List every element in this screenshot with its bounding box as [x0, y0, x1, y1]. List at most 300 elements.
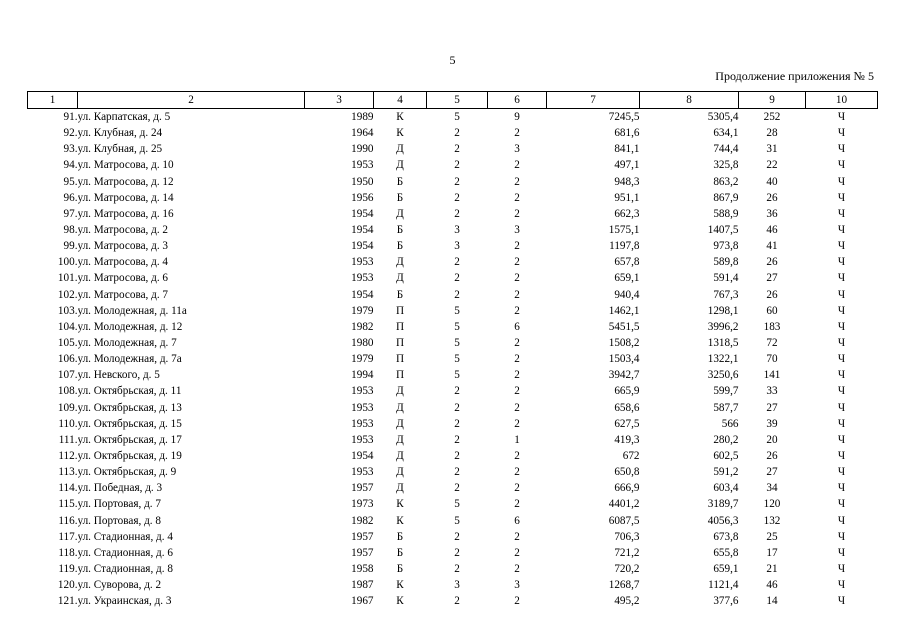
living-area-cell: 1407,5: [707, 224, 739, 237]
table-row: [28, 383, 878, 399]
year-built-cell: 1994: [351, 369, 374, 382]
year-built-cell: 1989: [351, 111, 374, 124]
wall-material-cell: Д: [396, 159, 404, 172]
column-header-1: 1: [28, 92, 78, 109]
total-area-cell: 658,6: [614, 401, 640, 414]
year-built-cell: 1958: [351, 563, 374, 575]
address-cell: ул. Матросова, д. 6: [77, 272, 169, 285]
floors-cell: 2: [454, 288, 460, 301]
ownership-cell: Ч: [837, 417, 846, 430]
total-area-cell: 1508,2: [608, 337, 640, 350]
table-row: [28, 125, 878, 141]
column-header-2: 2: [78, 92, 305, 109]
total-area-cell: 3942,7: [608, 369, 640, 382]
ownership-cell: Ч: [837, 240, 846, 253]
living-area-cell: 599,7: [713, 385, 739, 398]
living-area-cell: 634,1: [713, 127, 739, 140]
ownership-cell: Ч: [837, 385, 846, 398]
year-built-cell: 1954: [351, 207, 374, 220]
row-number-cell: 106.: [57, 353, 78, 366]
sections-cell: 2: [514, 546, 520, 559]
year-built-cell: 1954: [351, 240, 374, 253]
column-header-10: 10: [806, 92, 878, 109]
sections-cell: 3: [514, 224, 520, 237]
table-row: [28, 480, 878, 496]
address-cell: ул. Молодежная, д. 12: [77, 320, 183, 333]
ownership-cell: Ч: [837, 159, 846, 172]
residents-cell: 46: [766, 224, 778, 237]
page-number: 5: [449, 53, 456, 67]
floors-cell: 2: [454, 191, 460, 204]
sections-cell: 2: [514, 175, 520, 188]
wall-material-cell: Б: [396, 530, 404, 543]
year-built-cell: 1956: [351, 191, 374, 204]
address-cell: ул. Октябрьская, д. 15: [77, 417, 182, 430]
address-cell: ул. Молодежная, д. 7: [77, 337, 177, 350]
total-area-cell: 5451,5: [608, 320, 640, 333]
address-cell: ул. Невского, д. 5: [77, 369, 160, 382]
table-row: [28, 157, 878, 173]
residents-cell: 46: [766, 579, 778, 592]
living-area-cell: 767,3: [713, 288, 739, 301]
floors-cell: 2: [454, 595, 460, 608]
wall-material-cell: Д: [396, 256, 404, 269]
row-number-cell: 109.: [57, 401, 78, 414]
table-row: [28, 448, 878, 464]
floors-cell: 2: [454, 175, 460, 188]
total-area-cell: 721,2: [614, 546, 640, 559]
table-row: [28, 464, 878, 480]
table-row: [28, 367, 878, 383]
table-row: [28, 190, 878, 206]
floors-cell: 2: [454, 272, 460, 285]
table-row: [28, 222, 878, 238]
floors-cell: 5: [454, 337, 460, 350]
wall-material-cell: Д: [396, 450, 404, 463]
row-number-cell: 93.: [63, 143, 78, 156]
living-area-cell: 591,4: [713, 272, 739, 285]
year-built-cell: 1953: [351, 272, 374, 285]
total-area-cell: 627,5: [614, 417, 640, 430]
row-number-cell: 113.: [58, 466, 78, 479]
ownership-cell: Ч: [837, 224, 846, 237]
sections-cell: 2: [514, 127, 520, 140]
ownership-cell: Ч: [837, 482, 846, 495]
sections-cell: 3: [514, 143, 520, 156]
address-cell: ул. Молодежная, д. 11а: [77, 304, 187, 317]
year-built-cell: 1950: [351, 175, 374, 188]
total-area-cell: 1268,7: [608, 579, 640, 592]
year-built-cell: 1953: [351, 466, 374, 479]
residents-cell: 27: [766, 272, 778, 285]
sections-cell: 2: [514, 240, 520, 253]
wall-material-cell: Д: [396, 482, 404, 495]
floors-cell: 2: [454, 433, 460, 446]
column-header-4: 4: [374, 92, 427, 109]
residents-cell: 36: [766, 207, 778, 220]
address-cell: ул. Стадионная, д. 6: [77, 546, 173, 559]
wall-material-cell: Б: [396, 288, 404, 301]
table-row: [28, 238, 878, 254]
address-cell: ул. Украинская, д. 3: [77, 595, 172, 608]
living-area-cell: 1318,5: [707, 337, 739, 350]
living-area-cell: 587,7: [713, 401, 739, 414]
row-number-cell: 116.: [58, 514, 78, 527]
address-cell: ул. Матросова, д. 16: [77, 207, 174, 220]
year-built-cell: 1953: [351, 256, 374, 269]
ownership-cell: Ч: [837, 288, 846, 301]
column-number-row: [28, 92, 878, 109]
year-built-cell: 1980: [351, 337, 374, 350]
living-area-cell: 591,2: [713, 466, 739, 479]
residents-cell: 132: [763, 514, 781, 527]
table-row: [28, 270, 878, 286]
floors-cell: 2: [454, 143, 460, 156]
residents-cell: 25: [766, 530, 778, 543]
total-area-cell: 706,3: [614, 530, 640, 543]
year-built-cell: 1957: [351, 530, 374, 543]
table-row: [28, 206, 878, 222]
row-number-cell: 111.: [58, 433, 78, 446]
address-cell: ул. Октябрьская, д. 9: [77, 466, 177, 479]
total-area-cell: 841,1: [614, 143, 640, 156]
living-area-cell: 863,2: [713, 175, 739, 188]
ownership-cell: Ч: [837, 466, 846, 479]
housing-table: [27, 91, 878, 609]
table-body: [28, 109, 878, 610]
floors-cell: 5: [454, 353, 460, 366]
column-header-9: 9: [739, 92, 806, 109]
ownership-cell: Ч: [837, 304, 846, 317]
column-header-6: 6: [488, 92, 547, 109]
total-area-cell: 665,9: [614, 385, 640, 398]
wall-material-cell: К: [396, 127, 404, 140]
row-number-cell: 91.: [63, 111, 78, 124]
year-built-cell: 1954: [351, 450, 374, 463]
total-area-cell: 495,2: [614, 595, 640, 608]
row-number-cell: 101.: [57, 272, 78, 285]
ownership-cell: Ч: [837, 546, 846, 559]
year-built-cell: 1973: [351, 498, 374, 511]
total-area-cell: 662,3: [614, 207, 640, 220]
total-area-cell: 657,8: [614, 256, 640, 269]
residents-cell: 252: [763, 111, 781, 124]
ownership-cell: Ч: [837, 320, 846, 333]
sections-cell: 2: [514, 337, 520, 350]
sections-cell: 2: [514, 401, 520, 414]
residents-cell: 27: [766, 466, 778, 479]
living-area-cell: 867,9: [713, 191, 739, 204]
floors-cell: 2: [454, 401, 460, 414]
wall-material-cell: П: [395, 337, 405, 350]
sections-cell: 2: [514, 191, 520, 204]
row-number-cell: 112.: [58, 450, 78, 463]
floors-cell: 2: [454, 127, 460, 140]
living-area-cell: 1322,1: [707, 353, 739, 366]
living-area-cell: 5305,4: [707, 111, 739, 124]
year-built-cell: 1987: [351, 579, 374, 592]
year-built-cell: 1957: [351, 546, 374, 559]
ownership-cell: Ч: [837, 111, 846, 124]
row-number-cell: 110.: [58, 417, 78, 430]
residents-cell: 20: [766, 433, 778, 446]
residents-cell: 27: [766, 401, 778, 414]
wall-material-cell: Д: [396, 143, 404, 156]
floors-cell: 2: [454, 563, 460, 575]
sections-cell: 2: [514, 369, 520, 382]
address-cell: ул. Суворова, д. 2: [77, 579, 162, 592]
floors-cell: 5: [454, 369, 460, 382]
living-area-cell: 602,5: [713, 450, 739, 463]
living-area-cell: 280,2: [713, 433, 739, 446]
sections-cell: 2: [514, 530, 520, 543]
address-cell: ул. Портовая, д. 8: [77, 514, 161, 527]
year-built-cell: 1954: [351, 224, 374, 237]
ownership-cell: Ч: [837, 579, 846, 592]
wall-material-cell: Б: [396, 191, 404, 204]
residents-cell: 70: [766, 353, 778, 366]
year-built-cell: 1990: [351, 143, 374, 156]
living-area-cell: 325,8: [713, 159, 739, 172]
table-row: [28, 287, 878, 303]
address-cell: ул. Победная, д. 3: [77, 482, 163, 495]
sections-cell: 1: [514, 433, 520, 446]
table-row: [28, 545, 878, 561]
ownership-cell: Ч: [837, 353, 846, 366]
ownership-cell: Ч: [837, 256, 846, 269]
wall-material-cell: Д: [396, 401, 404, 414]
ownership-cell: Ч: [837, 369, 846, 382]
address-cell: ул. Октябрьская, д. 11: [77, 385, 182, 398]
address-cell: ул. Октябрьская, д. 19: [77, 450, 182, 463]
row-number-cell: 92.: [63, 127, 78, 140]
wall-material-cell: Б: [396, 224, 404, 237]
year-built-cell: 1954: [351, 288, 374, 301]
year-built-cell: 1957: [351, 482, 374, 495]
floors-cell: 2: [454, 530, 460, 543]
residents-cell: 26: [766, 450, 778, 463]
living-area-cell: 655,8: [713, 546, 739, 559]
floors-cell: 2: [454, 159, 460, 172]
table-row: [28, 400, 878, 416]
total-area-cell: 720,2: [614, 563, 640, 575]
wall-material-cell: Д: [396, 207, 404, 220]
wall-material-cell: Б: [396, 563, 404, 575]
table-row: [28, 254, 878, 270]
column-header-5: 5: [427, 92, 488, 109]
column-header-7: 7: [547, 92, 640, 109]
ownership-cell: Ч: [837, 191, 846, 204]
table-row: [28, 577, 878, 593]
residents-cell: 183: [763, 320, 781, 333]
table-row: [28, 496, 878, 512]
living-area-cell: 589,8: [713, 256, 739, 269]
row-number-cell: 118.: [58, 546, 78, 559]
row-number-cell: 108.: [57, 385, 78, 398]
floors-cell: 2: [454, 385, 460, 398]
row-number-cell: 103.: [57, 304, 78, 317]
address-cell: ул. Карпатская, д. 5: [77, 111, 171, 124]
total-area-cell: 940,4: [614, 288, 640, 301]
total-area-cell: 948,3: [614, 175, 640, 188]
row-number-cell: 97.: [63, 207, 78, 220]
ownership-cell: Ч: [837, 143, 846, 156]
ownership-cell: Ч: [837, 450, 846, 463]
table-row: [28, 593, 878, 609]
row-number-cell: 107.: [57, 369, 78, 382]
row-number-cell: 102.: [57, 288, 78, 301]
sections-cell: 2: [514, 482, 520, 495]
address-cell: ул. Стадионная, д. 4: [77, 530, 173, 543]
living-area-cell: 1121,4: [708, 579, 739, 592]
sections-cell: 2: [514, 272, 520, 285]
wall-material-cell: П: [395, 304, 405, 317]
row-number-cell: 100.: [57, 256, 78, 269]
wall-material-cell: К: [396, 514, 404, 527]
sections-cell: 2: [514, 207, 520, 220]
address-cell: ул. Молодежная, д. 7а: [77, 353, 182, 366]
total-area-cell: 672: [622, 450, 640, 463]
sections-cell: 6: [514, 514, 520, 527]
ownership-cell: Ч: [837, 563, 846, 575]
ownership-cell: Ч: [837, 207, 846, 220]
wall-material-cell: Д: [396, 385, 404, 398]
ownership-cell: Ч: [837, 175, 846, 188]
total-area-cell: 497,1: [614, 159, 640, 172]
floors-cell: 2: [454, 256, 460, 269]
sections-cell: 6: [514, 320, 520, 333]
wall-material-cell: Д: [396, 433, 404, 446]
wall-material-cell: П: [395, 369, 405, 382]
row-number-cell: 117.: [58, 530, 78, 543]
living-area-cell: 588,9: [713, 207, 739, 220]
wall-material-cell: Д: [396, 272, 404, 285]
ownership-cell: Ч: [837, 401, 846, 414]
year-built-cell: 1953: [351, 433, 374, 446]
sections-cell: 2: [514, 385, 520, 398]
living-area-cell: 673,8: [713, 530, 739, 543]
sections-cell: 2: [514, 563, 520, 575]
total-area-cell: 1503,4: [608, 353, 640, 366]
residents-cell: 34: [766, 482, 778, 495]
table-row: [28, 416, 878, 432]
year-built-cell: 1979: [351, 304, 374, 317]
floors-cell: 5: [454, 498, 460, 511]
row-number-cell: 121.: [57, 595, 78, 608]
sections-cell: 9: [514, 111, 520, 124]
residents-cell: 17: [766, 546, 778, 559]
address-cell: ул. Стадионная, д. 8: [77, 563, 173, 575]
living-area-cell: 4056,3: [707, 514, 739, 527]
floors-cell: 5: [454, 514, 460, 527]
sections-cell: 2: [514, 353, 520, 366]
floors-cell: 5: [454, 304, 460, 317]
table-row: [28, 141, 878, 157]
residents-cell: 26: [766, 191, 778, 204]
total-area-cell: 1197,8: [609, 240, 640, 253]
wall-material-cell: П: [395, 320, 405, 333]
wall-material-cell: Б: [396, 546, 404, 559]
living-area-cell: 3250,6: [707, 369, 739, 382]
address-cell: ул. Октябрьская, д. 17: [77, 433, 182, 446]
year-built-cell: 1979: [351, 353, 374, 366]
row-number-cell: 115.: [58, 498, 78, 511]
row-number-cell: 98.: [63, 224, 78, 237]
ownership-cell: Ч: [837, 337, 846, 350]
row-number-cell: 119.: [58, 563, 78, 575]
address-cell: ул. Матросова, д. 14: [77, 191, 174, 204]
address-cell: ул. Клубная, д. 25: [77, 143, 163, 156]
address-cell: ул. Портовая, д. 7: [77, 498, 161, 511]
address-cell: ул. Матросова, д. 4: [77, 256, 169, 269]
living-area-cell: 3189,7: [707, 498, 739, 511]
floors-cell: 3: [454, 240, 460, 253]
row-number-cell: 114.: [58, 482, 78, 495]
address-cell: ул. Матросова, д. 3: [77, 240, 169, 253]
floors-cell: 5: [454, 111, 460, 124]
residents-cell: 33: [766, 385, 778, 398]
table-row: [28, 561, 878, 577]
row-number-cell: 95.: [63, 175, 78, 188]
row-number-cell: 105.: [57, 337, 78, 350]
ownership-cell: Ч: [837, 530, 846, 543]
sections-cell: 2: [514, 595, 520, 608]
living-area-cell: 744,4: [713, 143, 739, 156]
residents-cell: 41: [766, 240, 778, 253]
total-area-cell: 650,8: [614, 466, 640, 479]
wall-material-cell: К: [396, 498, 404, 511]
column-header-3: 3: [305, 92, 374, 109]
total-area-cell: 681,6: [614, 127, 640, 140]
residents-cell: 22: [766, 159, 778, 172]
year-built-cell: 1953: [351, 159, 374, 172]
floors-cell: 2: [454, 417, 460, 430]
row-number-cell: 104.: [57, 320, 78, 333]
residents-cell: 21: [766, 563, 778, 575]
wall-material-cell: П: [395, 353, 405, 366]
table-row: [28, 319, 878, 335]
address-cell: ул. Матросова, д. 10: [77, 159, 174, 172]
living-area-cell: 659,1: [713, 563, 739, 575]
wall-material-cell: Б: [396, 240, 404, 253]
table-row: [28, 335, 878, 351]
address-cell: ул. Октябрьская, д. 13: [77, 401, 182, 414]
table-row: [28, 174, 878, 190]
wall-material-cell: Д: [396, 466, 404, 479]
total-area-cell: 4401,2: [608, 498, 640, 511]
year-built-cell: 1953: [351, 417, 374, 430]
ownership-cell: Ч: [837, 498, 846, 511]
total-area-cell: 1575,1: [608, 224, 640, 237]
ownership-cell: Ч: [837, 514, 846, 527]
residents-cell: 60: [766, 304, 778, 317]
living-area-cell: 973,8: [713, 240, 739, 253]
year-built-cell: 1964: [351, 127, 374, 140]
residents-cell: 72: [766, 337, 778, 350]
living-area-cell: 1298,1: [707, 304, 739, 317]
row-number-cell: 99.: [63, 240, 78, 253]
address-cell: ул. Матросова, д. 7: [77, 288, 169, 301]
residents-cell: 40: [766, 175, 778, 188]
floors-cell: 2: [454, 482, 460, 495]
total-area-cell: 419,3: [614, 433, 640, 446]
floors-cell: 3: [454, 224, 460, 237]
ownership-cell: Ч: [837, 272, 846, 285]
row-number-cell: 120.: [57, 579, 78, 592]
sections-cell: 2: [514, 466, 520, 479]
wall-material-cell: Б: [396, 175, 404, 188]
sections-cell: 2: [514, 304, 520, 317]
